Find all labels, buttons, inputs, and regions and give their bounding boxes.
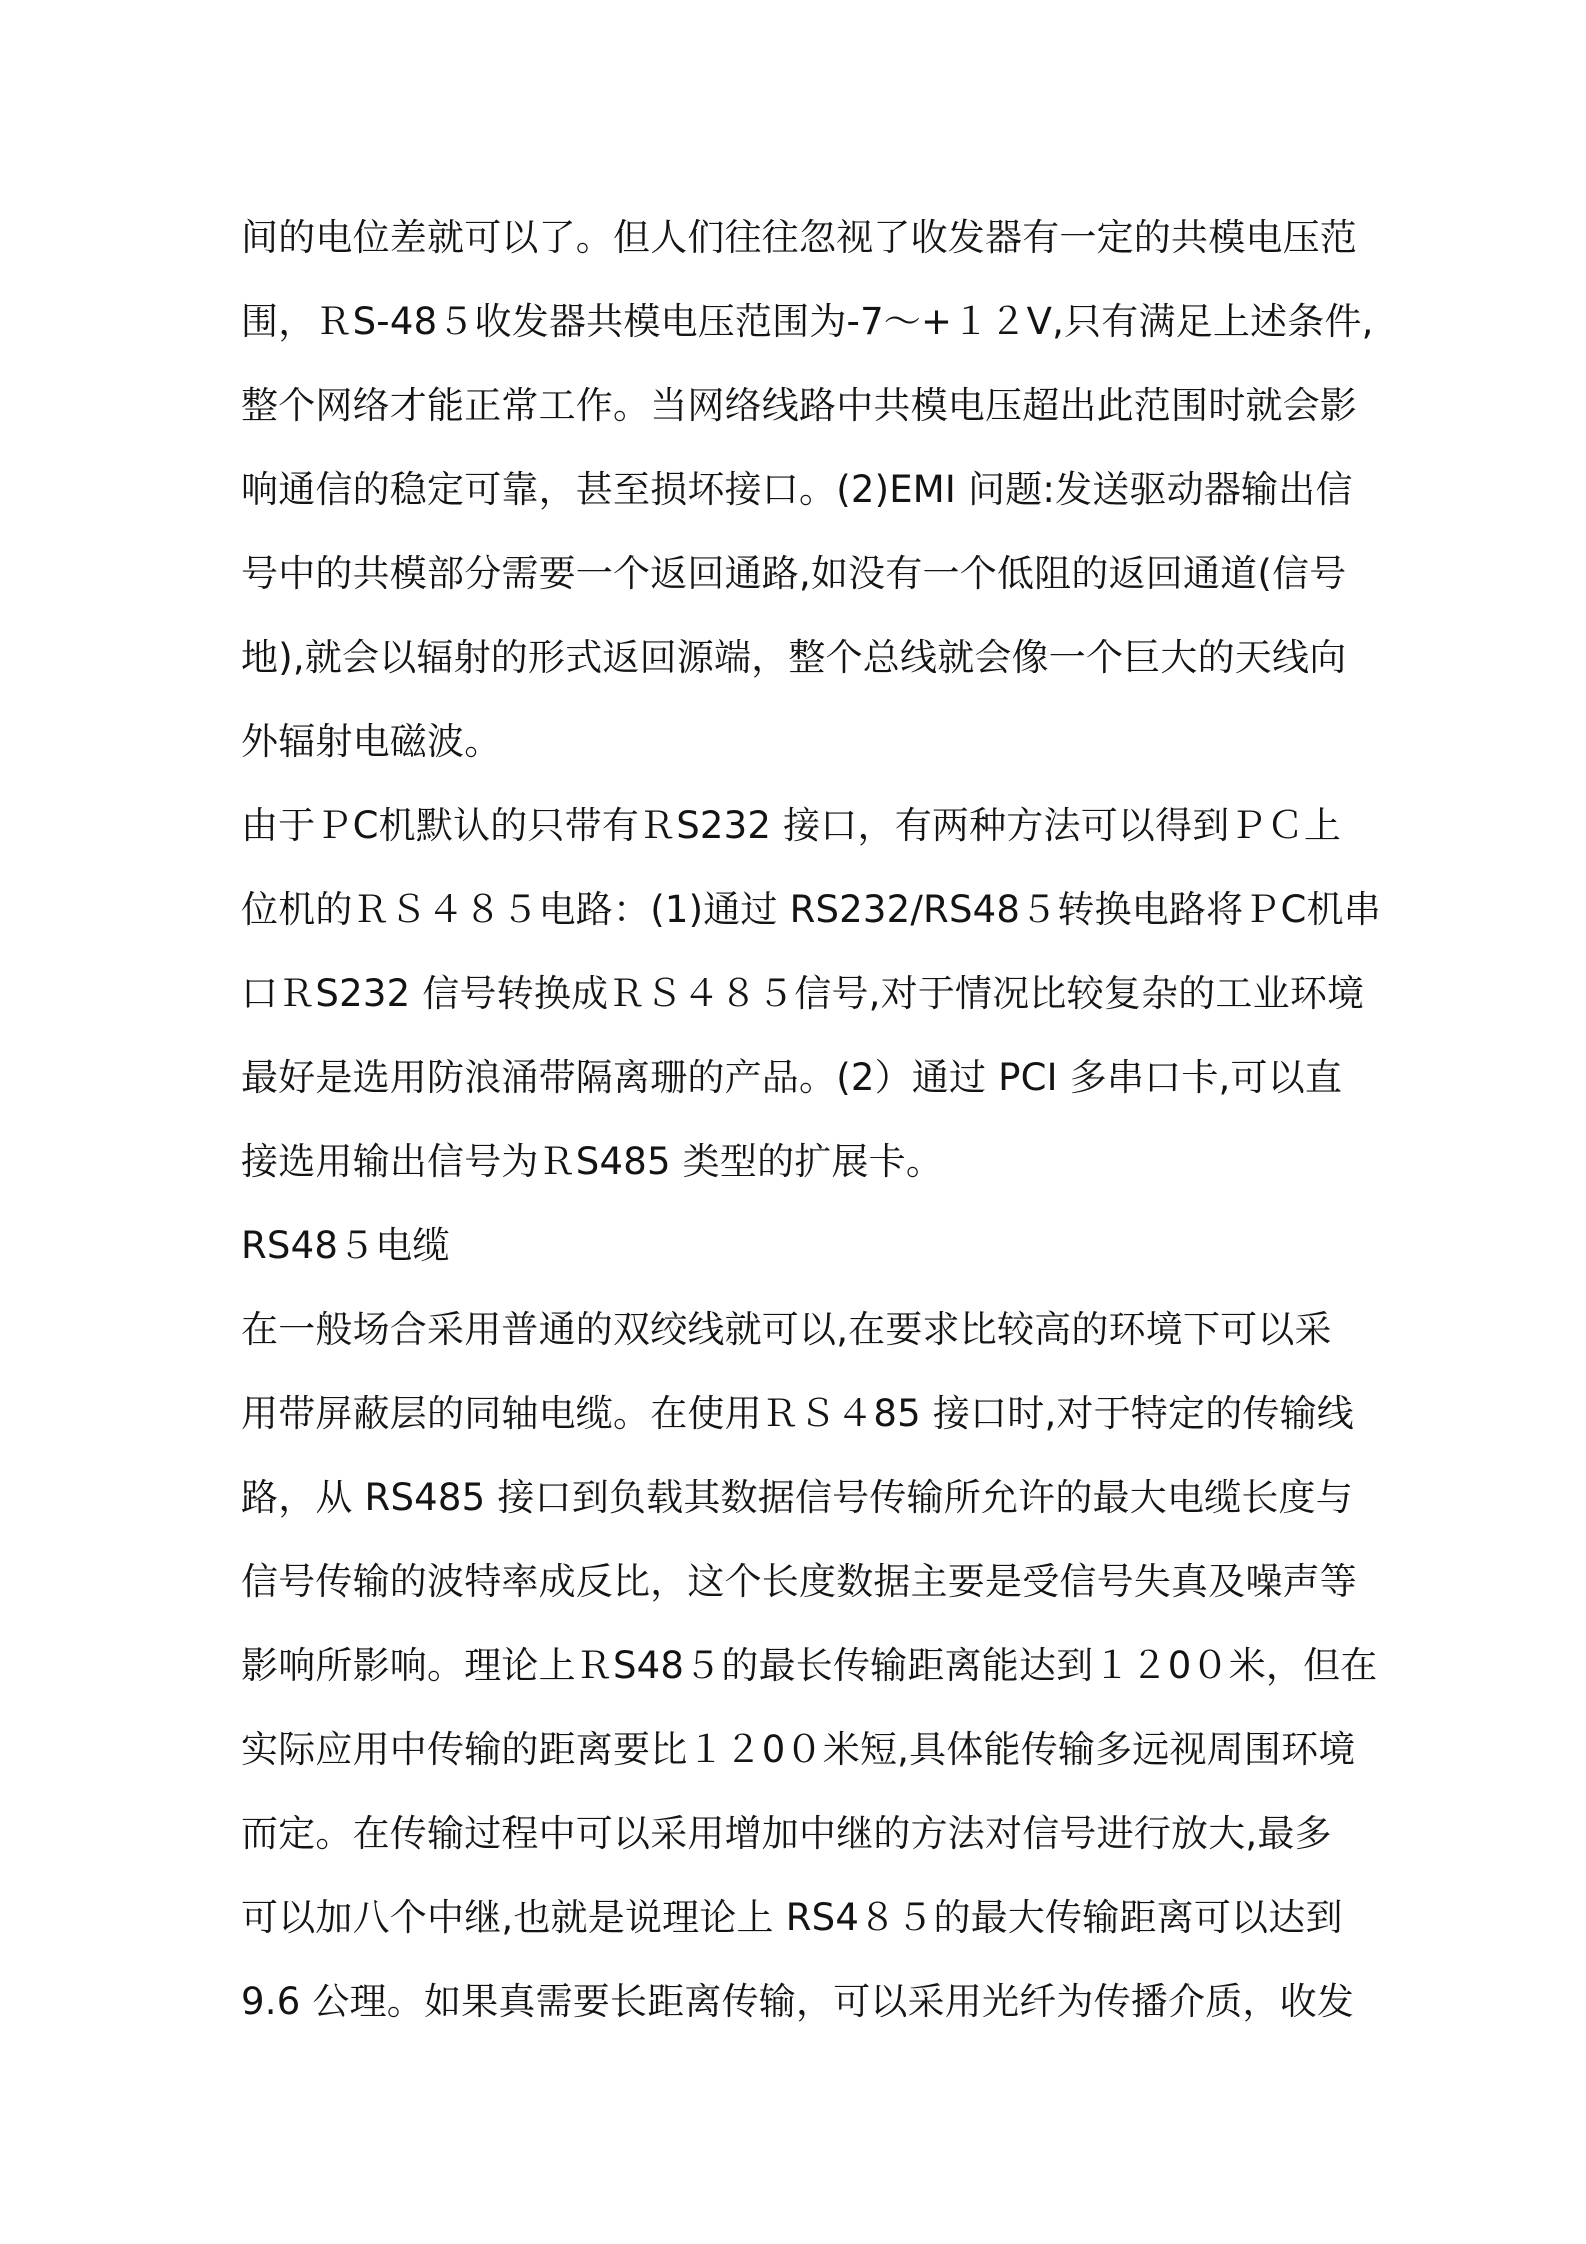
text-line: 影响所影响。理论上ＲS48５的最长传输距离能达到１２0０米，但在: [241, 1644, 1378, 1687]
text-line: 间的电位差就可以了。但人们往往忽视了收发器有一定的共模电压范: [241, 216, 1357, 259]
text-line: 口ＲS232 信号转换成ＲＳ４８５信号,对于情况比较复杂的工业环境: [241, 972, 1365, 1015]
section-heading: RS48５电缆: [241, 1224, 450, 1267]
text-line: 地),就会以辐射的形式返回源端，整个总线就会像一个巨大的天线向: [241, 636, 1347, 679]
text-line: 外辐射电磁波。: [241, 720, 502, 763]
text-line: 而定。在传输过程中可以采用增加中继的方法对信号进行放大,最多: [241, 1812, 1332, 1855]
text-line: 9.6 公理。如果真需要长距离传输，可以采用光纤为传播介质，收发: [241, 1980, 1355, 2023]
text-line: 整个网络才能正常工作。当网络线路中共模电压超出此范围时就会影: [241, 384, 1357, 427]
text-line: 在一般场合采用普通的双绞线就可以,在要求比较高的环境下可以采: [241, 1308, 1332, 1351]
text-line: 响通信的稳定可靠，甚至损坏接口。(2)EMI 问题:发送驱动器输出信: [241, 468, 1353, 511]
text-line: 路，从 RS485 接口到负载其数据信号传输所允许的最大电缆长度与: [241, 1476, 1353, 1519]
text-line: 可以加八个中继,也就是说理论上 RS4８５的最大传输距离可以达到: [241, 1896, 1343, 1939]
text-line: 位机的ＲＳ４８５电路：(1)通过 RS232/RS48５转换电路将ＰC机串: [241, 888, 1381, 931]
text-line: 号中的共模部分需要一个返回通路,如没有一个低阻的返回通道(信号: [241, 552, 1347, 595]
text-line: 最好是选用防浪涌带隔离珊的产品。(2）通过 PCI 多串口卡,可以直: [241, 1056, 1343, 1099]
text-line: 围，ＲS-48５收发器共模电压范围为-7～+１２V,只有满足上述条件,: [241, 300, 1374, 343]
text-line: 用带屏蔽层的同轴电缆。在使用ＲＳ４85 接口时,对于特定的传输线: [241, 1392, 1355, 1435]
text-line: 实际应用中传输的距离要比１２0０米短,具体能传输多远视周围环境: [241, 1728, 1356, 1771]
body-text: [241, 196, 1381, 2044]
text-line: 接选用输出信号为ＲS485 类型的扩展卡。: [241, 1140, 944, 1183]
text-line: 由于ＰC机默认的只带有ＲS232 接口，有两种方法可以得到ＰＣ上: [241, 804, 1342, 847]
text-line: 信号传输的波特率成反比，这个长度数据主要是受信号失真及噪声等: [241, 1560, 1357, 1603]
